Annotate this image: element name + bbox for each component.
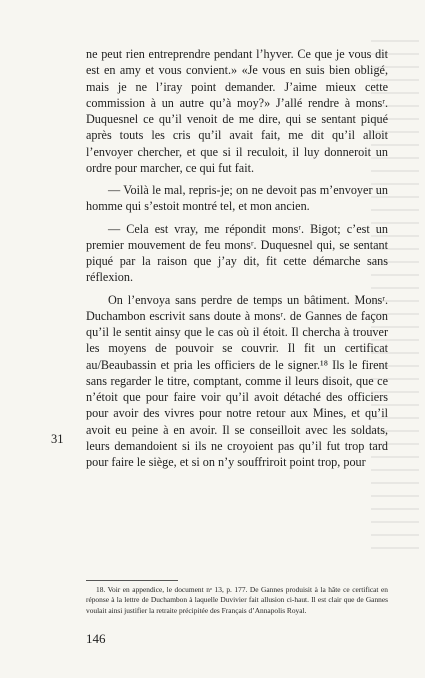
main-text	[86, 46, 388, 470]
margin-line-number: 31	[51, 432, 64, 446]
footnote-text: 18. Voir en appendice, le document nᵒ 13, p. 177. De Gannes produisit à la hâte ce certificat en réponse à la lettre de Duchambon à laquelle Duvivier fait allusion ci-haut. Il est clair que de Gannes voulait ainsi justifier la retraite précipitée des Français d’Annapolis Royal.	[86, 585, 388, 615]
paragraph: — Voilà le mal, repris-je; on ne devoit pas m’envoyer un homme qui s’estoit montré tel, et mon ancien.	[86, 183, 388, 214]
paragraph: — Cela est vray, me répondit monsʳ. Bigot; c’est un premier mouvement de feu monsʳ. Duquesnel qui, se sentant piqué par la raison que j’ay dit, fit cette démarche sans réflexion.	[86, 221, 388, 285]
paragraph: On l’envoya sans perdre de temps un bâtiment. Monsʳ. Duchambon escrivit sans doute à monsʳ. de Gannes de façon qu’il le sentit ainsy que le cas où il étoit. Il chercha à trouver les moyens de pouvoir se couvrir. Il fit un certificat au/Beaubassin et pria les officiers de le signer.¹⁸ Ils le firent sans regarder le titre, comptant, comme il leurs disoit, que ce n’étoit que pour faire voir qu’il avoit détaché des officiers pour avoir des vivres pour notre retour aux Mines, et qu’il avoit eu peine à en avoir. Il se conseilloit avec les soldats, leurs demandoient si ils ne croyoient pas qu’il fut trop tard pour faire le siège, et si on n’y souffriroit point trop, pour	[86, 292, 388, 469]
footnote	[86, 585, 388, 616]
paragraph: ne peut rien entreprendre pendant l’hyver. Ce que je vous dit est en amy et vous convient.» «Je vous en suis bien obligé, mais je ne l’iray point demander. J’aime mieux cette commission à un autre qu’à moy?» J’allé rendre à monsʳ. Duquesnel ce qu’il venoit de me dire, qui se sentant piqué après touts les cris qu’il avait fait, me dit qu’il alloit l’envoyer chercher, et que si il reculoit, il luy donneroit un ordre pour marcher, ce qui fut fait.	[86, 47, 388, 175]
footnote-rule	[86, 580, 178, 581]
page-number: 146	[86, 631, 106, 646]
